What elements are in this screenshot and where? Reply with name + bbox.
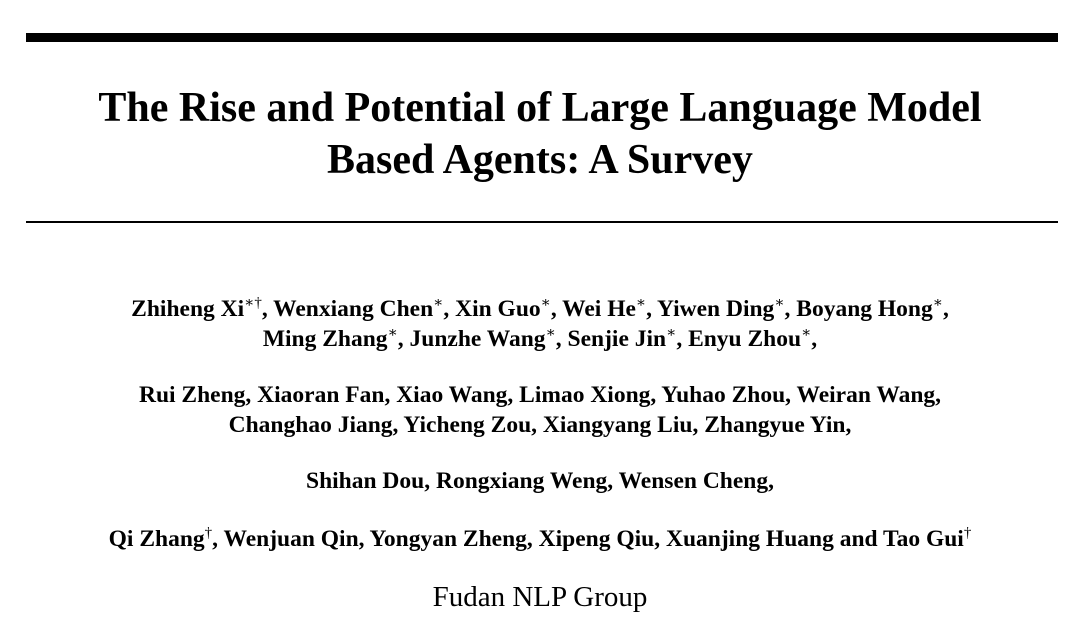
- author-marks: ∗: [635, 295, 647, 311]
- author-name: Wei He: [562, 296, 636, 322]
- author-separator: ,: [526, 526, 539, 552]
- author-separator: ,: [784, 296, 797, 322]
- author-marks: ∗: [545, 325, 556, 341]
- author: [109, 526, 224, 552]
- author-line: [0, 294, 1080, 324]
- author-marks: ∗: [387, 325, 398, 341]
- author: [131, 296, 273, 322]
- author-marks: ∗†: [244, 295, 262, 311]
- author-separator: ,: [261, 296, 274, 322]
- author-name: Boyang Hong: [796, 296, 933, 322]
- author-separator: ,: [397, 326, 410, 352]
- paper-title: [0, 82, 1080, 186]
- author-separator: and: [833, 526, 884, 552]
- author-separator: ,: [676, 326, 689, 352]
- author: [796, 296, 949, 322]
- title-line-1: The Rise and Potential of Large Language Model: [98, 85, 982, 131]
- author-line: Rui Zheng, Xiaoran Fan, Xiao Wang, Limao Xiong, Yuhao Zhou, Weiran Wang,: [138, 382, 942, 408]
- affiliation: Fudan NLP Group: [432, 581, 648, 613]
- author-name: Xin Guo: [455, 296, 541, 322]
- author-name: Enyu Zhou: [688, 326, 802, 352]
- author-name: Yiwen Ding: [657, 296, 775, 322]
- author-separator: ,: [942, 296, 949, 322]
- author: [370, 526, 539, 552]
- author: [223, 526, 369, 552]
- author-name: Yongyan Zheng: [369, 526, 527, 552]
- author-marks: †: [204, 525, 213, 541]
- author-separator: ,: [811, 326, 818, 352]
- author-name: Wenxiang Chen: [273, 296, 434, 322]
- author-line: Shihan Dou, Rongxiang Weng, Wensen Cheng,: [306, 468, 774, 494]
- author-marks: ∗: [801, 325, 812, 341]
- author-marks: ∗: [540, 295, 551, 311]
- author: [657, 296, 796, 322]
- author: [263, 326, 410, 352]
- author: [883, 526, 971, 552]
- title-bottom-rule: [26, 221, 1058, 223]
- author-marks: ∗: [666, 325, 677, 341]
- author-name: Tao Gui: [883, 526, 964, 552]
- author: [410, 326, 568, 352]
- author-name: Xipeng Qiu: [538, 526, 655, 552]
- author-marks: ∗: [433, 295, 444, 311]
- author: [273, 296, 455, 322]
- author-name: Wenjuan Qin: [223, 526, 359, 552]
- author-line: Changhao Jiang, Yicheng Zou, Xiangyang Liu, Zhangyue Yin,: [228, 412, 852, 438]
- author-name: Xuanjing Huang: [666, 526, 834, 552]
- author: [539, 526, 666, 552]
- author-separator: ,: [443, 296, 456, 322]
- author-separator: ,: [646, 296, 658, 322]
- author: [666, 526, 883, 552]
- author-line: [0, 524, 1080, 554]
- author-separator: ,: [212, 526, 224, 552]
- author-name: Senjie Jin: [567, 326, 667, 352]
- author-marks: ∗: [774, 295, 785, 311]
- author-name: Qi Zhang: [108, 526, 205, 552]
- author-group-3: [0, 466, 1080, 496]
- author-name: Junzhe Wang: [409, 326, 546, 352]
- author-name: Zhiheng Xi: [131, 296, 245, 322]
- author-marks: ∗: [932, 295, 943, 311]
- title-line-2: Based Agents: A Survey: [327, 137, 753, 183]
- author-marks: †: [963, 525, 972, 541]
- author-separator: ,: [358, 526, 370, 552]
- author-name: Ming Zhang: [262, 326, 388, 352]
- author-group-4: [0, 524, 1080, 554]
- author-separator: ,: [555, 326, 568, 352]
- author-separator: ,: [654, 526, 666, 552]
- top-rule: [26, 33, 1058, 42]
- author: [562, 296, 657, 322]
- author-line: [0, 324, 1080, 354]
- author-group-2: [0, 380, 1080, 440]
- author: [568, 326, 689, 352]
- author-separator: ,: [550, 296, 563, 322]
- author: [455, 296, 562, 322]
- author: [688, 326, 817, 352]
- author-group-1: [0, 294, 1080, 354]
